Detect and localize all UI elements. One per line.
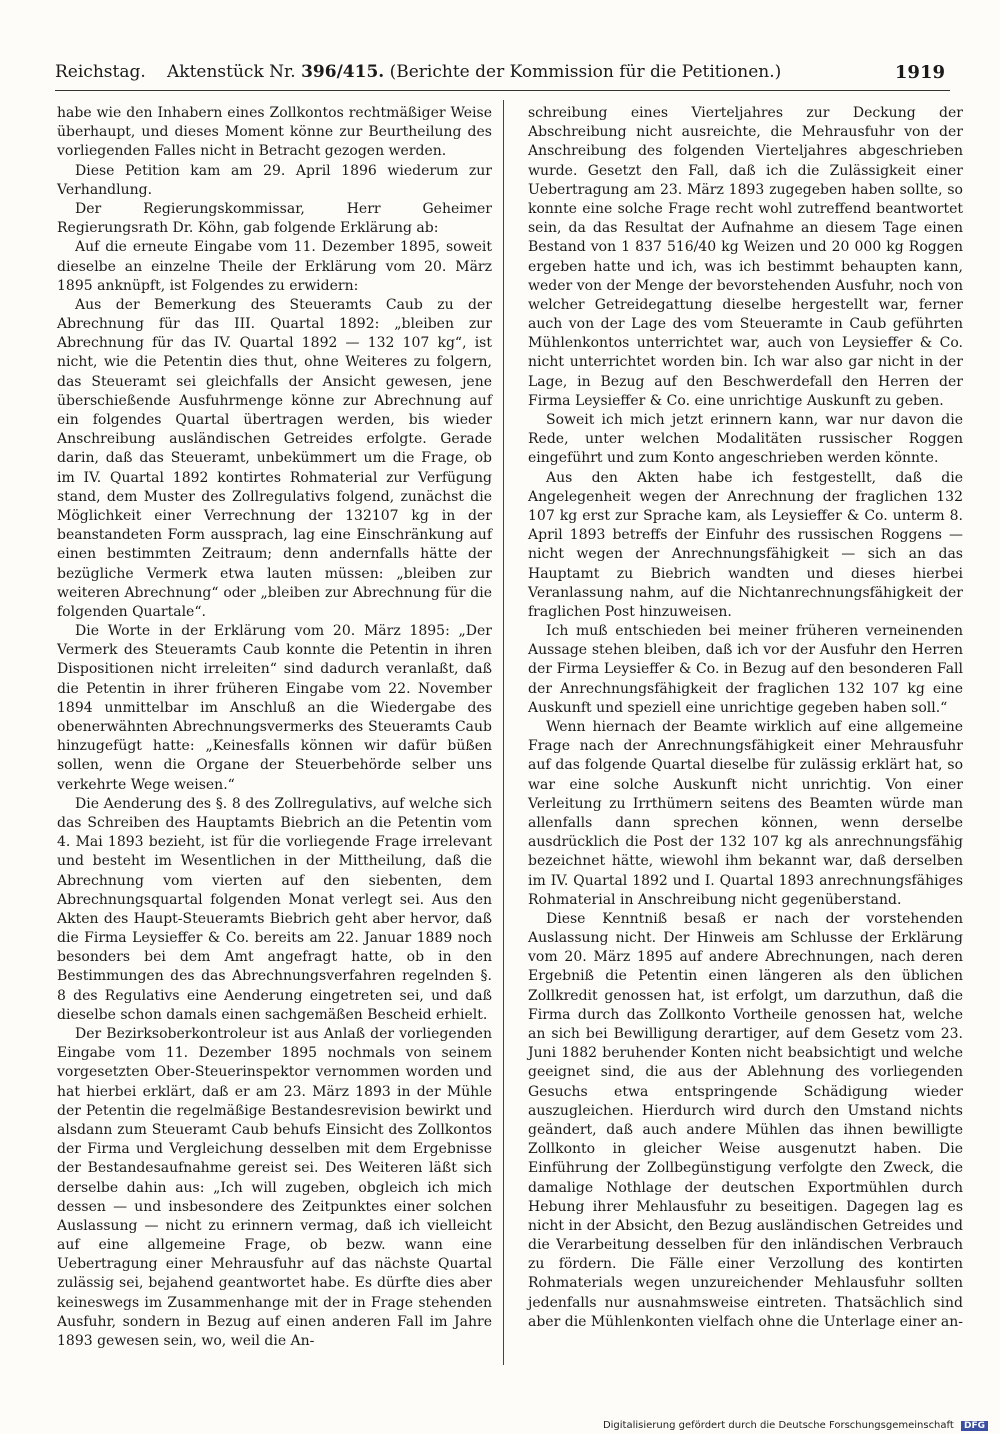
header-prefix: Reichstag. <box>55 62 146 82</box>
column-divider <box>503 100 504 1365</box>
paragraph: habe wie den Inhabern eines Zollkontos rechtmäßiger Weise überhaupt, und dieses Moment könne zur Beurtheilung des vorliegenden Falles nicht in Betracht gezogen werden. <box>57 105 492 160</box>
paragraph: Der Regierungskommissar, Herr Geheimer Regierungsrath Dr. Köhn, gab folgende Erklärung ab: <box>57 200 492 237</box>
left-column <box>57 104 492 1351</box>
digitization-credit <box>603 1420 988 1431</box>
paragraph: Die Aenderung des §. 8 des Zollregulativs, auf welche sich das Schreiben des Hauptamts Biebrich an die Petentin vom 4. Mai 1893 bezieht, ist für die vorliegende Frage irrelevant und besteht im Wesentlichen in der Mittheilung, daß die Abrechnung vom vierten auf den siebenten, dem Abrechnungsquartal folgenden Monat verlegt sei. Aus den Akten des Haupt-Steueramts Biebrich geht aber hervor, daß die Firma Leysieffer & Co. bereits am 22. Januar 1889 noch besonders bei dem Amt angefragt hatte, ob in den Bestimmungen des das Abrechnungsverfahren regelnden §. 8 des Regulativs eine Aenderung eingetreten sei, und daß dieselbe schon damals einen sachgemäßen Bescheid erhielt. <box>57 795 492 1023</box>
header-subtitle: (Berichte der Kommission für die Petitionen.) <box>389 62 782 82</box>
header-rule <box>55 90 950 91</box>
dfg-logo: DFG <box>961 1421 988 1431</box>
right-column <box>528 104 963 1332</box>
paragraph: Aus der Bemerkung des Steueramts Caub zu der Abrechnung für das III. Quartal 1892: „bleiben zur Abrechnung für das IV. Quartal 1892 — 132 107 kg“, ist nicht, wie die Petentin dies thut, ohne Weiteres zu folgern, das Steueramt sei gleichfalls der Ansicht gewesen, jene überschießende Ausfuhrmenge könne zur Abrechnung auf ein folgendes Quartal übertragen werden, bis wieder Anschreibung ausländischen Getreides erfolgte. Gerade darin, daß das Steueramt, unbekümmert um die Frage, ob im IV. Quartal 1892 kontirtes Rohmaterial zur Verfügung stand, dem Muster des Zollregulativs folgend, zunächst die Möglichkeit einer Verrechnung der 132107 kg in der beanstandeten Form aussprach, lag eine Einschränkung auf einen bestimmten Zeitraum; denn andernfalls hätte der bezügliche Vermerk etwa lauten müssen: „bleiben zur weiteren Abrechnung“ oder „bleiben zur Abrechnung für die folgenden Quartale“. <box>57 296 492 620</box>
paragraph: Der Bezirksoberkontroleur ist aus Anlaß der vorliegenden Eingabe vom 11. Dezember 1895 nochmals von seinem vorgesetzten Ober-Steuerinspektor vernommen worden und hat hierbei erklärt, daß er am 23. März 1893 in der Mühle der Petentin die regelmäßige Bestandesrevision bewirkt und alsdann zum Steueramt Caub behufs Einsicht des Zollkontos der Firma und Vergleichung desselben mit dem Ergebnisse der Bestandesaufnahme gereist sei. Des Weiteren läßt sich derselbe dahin aus: „Ich will zugeben, obgleich ich mich dessen — und insbesondere des Zeitpunktes einer solchen Auslassung — nicht zu erinnern vermag, daß ich vielleicht auf eine allgemeine Frage, ob bezw. wann eine Uebertragung einer Mehrausfuhr auf das nächste Quartal zulässig sei, bejahend geantwortet habe. Es dürfte dies aber keineswegs im Zusammenhange mit der in Frage stehenden Ausfuhr, sondern in Bezug auf einen anderen Fall im Jahre 1893 gewesen sein, wo, weil die An- <box>57 1026 492 1349</box>
paragraph: Diese Petition kam am 29. April 1896 wiederum zur Verhandlung. <box>57 162 492 198</box>
paragraph: Ich muß entschieden bei meiner früheren verneinenden Aussage stehen bleiben, daß ich vor der Ausfuhr den Herren der Firma Leysieffer & Co. in Bezug auf den besonderen Fall der Anrechnungsfähigkeit der fraglichen 132 107 kg eine Auskunft und speziell eine unrichtige gegeben haben soll.“ <box>528 623 963 716</box>
footer-text: Digitalisierung gefördert durch die Deutsche Forschungsgemeinschaft <box>602 1420 954 1431</box>
paragraph: Soweit ich mich jetzt erinnern kann, war nur davon die Rede, unter welchen Modalitäten russischer Roggen eingeführt und zum Konto angeschrieben werden könnte. <box>528 412 963 467</box>
paragraph: Wenn hiernach der Beamte wirklich auf eine allgemeine Frage nach der Anrechnungsfähigkeit einer Mehrausfuhr auf das folgende Quartal dieselbe für zulässig erklärt hat, so war eine solche Auskunft nicht unrichtig. Von einer Verleitung zu Irrthümern seitens des Beamten würde man allenfalls dann sprechen können, wenn derselbe ausdrücklich die Post der 132 107 kg als anrechnungsfähig bezeichnet hätte, wiewohl ihm bekannt war, daß derselben im IV. Quartal 1892 und I. Quartal 1893 anrechnungsfähiges Rohmaterial in Anschreibung nicht gegenüberstand. <box>528 719 963 908</box>
paragraph: Aus den Akten habe ich festgestellt, daß die Angelegenheit wegen der Anrechnung der fraglichen 132 107 kg erst zur Sprache kam, als Leysieffer & Co. unterm 8. April 1893 betreffs der Einfuhr des russischen Roggens — nicht wegen der Anrechnungsfähigkeit — sich an das Hauptamt zu Biebrich wandten und dieses hierbei Veranlassung nahm, auf die Nichtanrechnungsfähigkeit der fraglichen Post hinzuweisen. <box>528 469 963 620</box>
header-label: Aktenstück Nr. <box>167 62 296 82</box>
paragraph: Die Worte in der Erklärung vom 20. März 1895: „Der Vermerk des Steueramts Caub konnte die Petentin in ihren Dispositionen nicht irreleiten“ sind dadurch veranlaßt, daß die Petentin in ihrer früheren Eingabe vom 22. November 1894 unmittelbar im Anschluß an die Wiedergabe des obenerwähnten Abrechnungsvermerks des Steueramts Caub hinzugefügt hatte: „Keinesfalls können wir dafür büßen sollen, wenn die Organe der Steuerbehörde selber uns verkehrte Wege weisen.“ <box>57 623 492 793</box>
paragraph: Diese Kenntniß besaß er nach der vorstehenden Auslassung nicht. Der Hinweis am Schlusse der Erklärung vom 20. März 1895 auf andere Abrechnungen, nach deren Ergebniß die Petentin einen längeren als den üblichen Zollkredit genossen hat, ist erfolgt, um darzuthun, daß die Firma durch das Zollkonto Vortheile genossen hat, welche an sich bei Bewilligung derartiger, auf dem Gesetz vom 23. Juni 1882 beruhender Konten nicht beabsichtigt und welche geeignet sind, die aus der Ablehnung des vorliegenden Gesuchs etwa entspringende Schädigung wieder auszugleichen. Hierdurch wird durch den Umstand nichts geändert, daß auch andere Mühlen das ihnen bewilligte Zollkonto in gleicher Weise ausgenutzt haben. Die Einführung der Zollbegünstigung verfolgte den Zweck, die damalige Nothlage der deutschen Exportmühlen durch Hebung ihrer Mehlausfuhr zu beseitigen. Dagegen lag es nicht in der Absicht, den Bezug ausländischen Getreides und die Verarbeitung desselben für den inländischen Verbrauch zu fördern. Die Fälle einer Verzollung des kontirten Rohmaterials wegen unzureichender Mehlausfuhr sollten jedenfalls nur ausnahmsweise eintreten. Thatsächlich sind aber die Mühlenkonten vielfach ohne die Unterlage einer an- <box>528 910 963 1330</box>
paragraph: schreibung eines Vierteljahres zur Deckung der Abschreibung nicht ausreichte, die Mehrausfuhr von der Anschreibung des folgenden Vierteljahres abgeschrieben wurde. Gesetzt den Fall, daß ich die Zulässigkeit einer Uebertragung am 23. März 1893 zugegeben haben sollte, so konnte eine solche Frage recht wohl zutreffend beantwortet sein, da das Resultat der Aufnahme an diesem Tage einen Bestand von 1 837 516/40 kg Weizen und 20 000 kg Roggen ergeben hatte und ich, was ich bestimmt behaupten kann, weder von der Menge der bevorstehenden Ausfuhr, noch von welcher Getreidegattung dieselbe hergestellt war, ferner auch von der Lage des vom Steueramte in Caub geführten Mühlenkontos unterrichtet war, auch von Leysieffer & Co. nicht unterrichtet worden bin. Ich war also gar nicht in der Lage, in Bezug auf den Beschwerdefall den Herren der Firma Leysieffer & Co. eine unrichtige Auskunft zu geben. <box>528 105 963 409</box>
header-number: 396/415. <box>301 62 385 82</box>
paragraph: Auf die erneute Eingabe vom 11. Dezember 1895, soweit dieselbe an einzelne Theile der Erklärung vom 20. März 1895 anknüpft, ist Folgendes zu erwidern: <box>57 239 492 294</box>
header-title <box>167 62 781 82</box>
page-header <box>55 60 945 88</box>
page-number: 1919 <box>894 62 945 83</box>
